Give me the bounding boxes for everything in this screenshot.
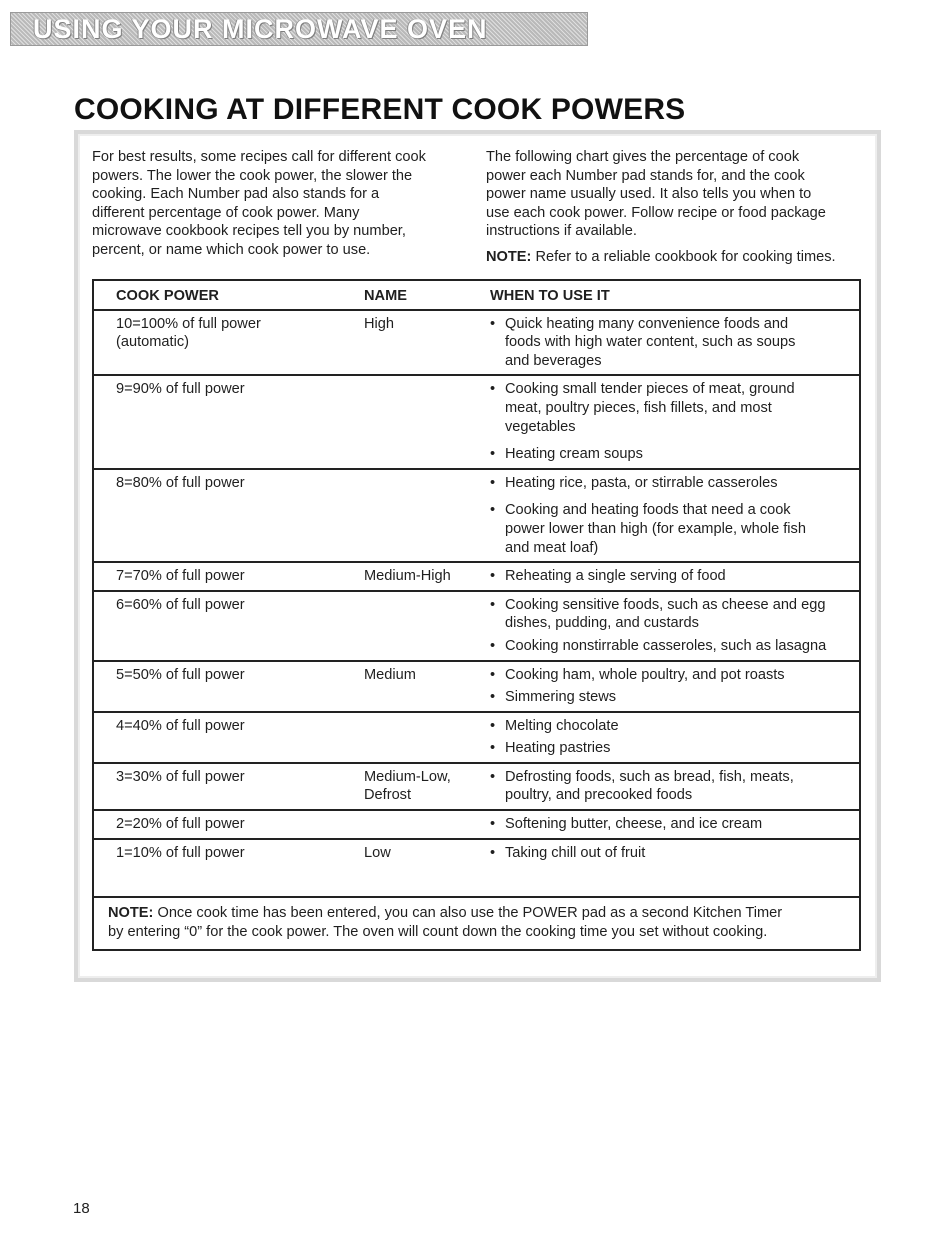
note-text-line: by entering “0” for the cook power. The oven will count down the cooking time you set without cooking. xyxy=(108,923,768,940)
use-text: • Cooking ham, whole poultry, and pot roasts xyxy=(505,666,785,683)
cook-power-cell xyxy=(93,591,364,661)
use-list-item xyxy=(490,739,859,758)
table-row xyxy=(93,375,860,468)
use-text: • Heating cream soups xyxy=(505,446,643,463)
use-list xyxy=(490,815,859,834)
use-list xyxy=(490,567,859,586)
cook-power-cell xyxy=(93,375,364,468)
cook-power-cell xyxy=(93,661,364,712)
when-to-use-cell xyxy=(490,310,860,376)
power-name-text: Low xyxy=(364,844,391,861)
section-banner xyxy=(10,12,588,46)
table-row xyxy=(93,562,860,591)
intro-right-column xyxy=(486,148,878,267)
cook-power-text: 6=60% of full power xyxy=(116,596,245,613)
cook-power-text: 4=40% of full power xyxy=(116,717,245,734)
use-list-item xyxy=(490,768,859,805)
table-note xyxy=(93,897,860,950)
use-list xyxy=(490,596,859,656)
use-text: • Softening butter, cheese, and ice cream xyxy=(505,816,763,833)
use-text: • Taking chill out of fruit xyxy=(505,844,646,861)
text-line: instructions if available. xyxy=(486,223,637,240)
table-row xyxy=(93,810,860,839)
use-list-item xyxy=(490,688,859,707)
intro-left-column xyxy=(92,148,472,260)
use-list xyxy=(490,380,859,463)
table-row xyxy=(93,661,860,712)
power-name-text: Medium xyxy=(364,666,416,683)
table-spacer-row xyxy=(93,866,860,897)
note-text: Refer to a reliable cookbook for cooking times. xyxy=(535,248,836,265)
when-to-use-cell xyxy=(490,591,860,661)
use-text: • Cooking and heating foods that need a cook xyxy=(505,502,791,519)
power-name-text: Medium-Low, xyxy=(364,768,451,785)
use-text: poultry, and precooked foods xyxy=(505,787,693,804)
spacer-cell xyxy=(93,866,860,897)
cook-power-text: 10=100% of full power xyxy=(116,315,261,332)
cook-power-cell xyxy=(93,469,364,562)
text-line: The following chart gives the percentage of cook xyxy=(486,149,800,165)
power-name-text: Medium-High xyxy=(364,568,451,585)
cook-power-text: 8=80% of full power xyxy=(116,474,245,491)
use-list-item xyxy=(490,474,859,493)
text-line: For best results, some recipes call for different cook xyxy=(92,149,426,165)
use-list-item xyxy=(490,445,859,464)
use-text: • Cooking small tender pieces of meat, ground xyxy=(505,381,795,398)
use-text: and meat loaf) xyxy=(505,539,599,556)
note-label: NOTE: xyxy=(486,248,532,265)
intro-right-paragraph xyxy=(486,148,878,241)
cook-power-text: 7=70% of full power xyxy=(116,568,245,585)
header-cook-power: COOK POWER xyxy=(93,280,364,310)
text-line: use each cook power. Follow recipe or food package xyxy=(486,204,826,221)
power-name-cell xyxy=(364,310,490,376)
use-list-item xyxy=(490,596,859,633)
cook-power-text: 3=30% of full power xyxy=(116,768,245,785)
power-name-cell xyxy=(364,591,490,661)
when-to-use-cell xyxy=(490,469,860,562)
use-list-item xyxy=(490,717,859,736)
use-list xyxy=(490,768,859,805)
use-text: vegetables xyxy=(505,418,576,435)
use-text: • Simmering stews xyxy=(505,689,617,706)
cook-power-cell xyxy=(93,763,364,810)
cook-power-cell xyxy=(93,810,364,839)
power-name-text: Defrost xyxy=(364,787,412,804)
when-to-use-cell xyxy=(490,712,860,763)
use-text: • Heating pastries xyxy=(505,740,611,757)
when-to-use-cell xyxy=(490,839,860,867)
when-to-use-cell xyxy=(490,562,860,591)
use-list-item xyxy=(490,637,859,656)
use-text: • Quick heating many convenience foods and xyxy=(505,315,789,332)
page-title: COOKING AT DIFFERENT COOK POWERS xyxy=(74,93,686,126)
text-line: power name usually used. It also tells you when to xyxy=(486,186,812,203)
power-name-cell xyxy=(364,712,490,763)
table-row xyxy=(93,310,860,376)
use-list xyxy=(490,844,859,863)
page-number: 18 xyxy=(73,1200,90,1217)
table-note-row xyxy=(93,897,860,950)
note-text-line: Once cook time has been entered, you can also use the POWER pad as a second Kitchen Timer xyxy=(157,905,783,922)
use-text: and beverages xyxy=(505,352,602,369)
use-list-item xyxy=(490,315,859,371)
intro-note xyxy=(486,248,878,267)
use-text: • Cooking sensitive foods, such as cheese and egg xyxy=(505,596,826,613)
use-list-item xyxy=(490,567,859,586)
text-line: percent, or name which cook power to use. xyxy=(92,241,371,258)
use-text: dishes, pudding, and custards xyxy=(505,615,699,632)
power-name-cell xyxy=(364,839,490,867)
text-line: power each Number pad stands for, and the cook xyxy=(486,167,805,184)
note-label: NOTE: xyxy=(108,905,154,922)
when-to-use-cell xyxy=(490,763,860,810)
text-line: cooking. Each Number pad also stands for a xyxy=(92,186,380,203)
use-list xyxy=(490,666,859,707)
use-list-item xyxy=(490,844,859,863)
header-when-to-use: WHEN TO USE IT xyxy=(490,280,860,310)
cook-power-text: (automatic) xyxy=(116,334,189,351)
section-banner-text: USING YOUR MICROWAVE OVEN xyxy=(33,14,488,44)
table-body xyxy=(93,310,860,951)
table-row xyxy=(93,469,860,562)
intro-left-paragraph xyxy=(92,148,472,260)
power-name-cell xyxy=(364,763,490,810)
cook-power-cell xyxy=(93,310,364,376)
power-name-text: High xyxy=(364,315,395,332)
cook-power-text: 1=10% of full power xyxy=(116,844,245,861)
use-text: power lower than high (for example, whole fish xyxy=(505,520,806,537)
table-row xyxy=(93,839,860,867)
use-text: • Cooking nonstirrable casseroles, such as lasagna xyxy=(505,637,827,654)
when-to-use-cell xyxy=(490,810,860,839)
text-line: different percentage of cook power. Many xyxy=(92,204,360,221)
table-row xyxy=(93,712,860,763)
use-text: • Reheating a single serving of food xyxy=(505,568,726,585)
cook-power-cell xyxy=(93,712,364,763)
cook-power-cell xyxy=(93,562,364,591)
use-list-item xyxy=(490,501,859,557)
table-header-row xyxy=(93,280,860,310)
cook-power-text: 9=90% of full power xyxy=(116,381,245,398)
text-line: microwave cookbook recipes tell you by number, xyxy=(92,223,406,240)
use-list xyxy=(490,717,859,758)
power-name-cell xyxy=(364,562,490,591)
power-name-cell xyxy=(364,469,490,562)
use-text: • Defrosting foods, such as bread, fish, meats, xyxy=(505,768,794,785)
use-list xyxy=(490,315,859,371)
cook-power-cell xyxy=(93,839,364,867)
use-text: meat, poultry pieces, fish fillets, and most xyxy=(505,399,772,416)
use-list-item xyxy=(490,380,859,436)
cook-power-table xyxy=(92,279,861,951)
power-name-cell xyxy=(364,810,490,839)
table-row xyxy=(93,591,860,661)
when-to-use-cell xyxy=(490,375,860,468)
header-name: NAME xyxy=(364,280,490,310)
text-line: powers. The lower the cook power, the slower the xyxy=(92,167,413,184)
cook-power-text: 5=50% of full power xyxy=(116,666,245,683)
use-list xyxy=(490,474,859,557)
use-list-item xyxy=(490,815,859,834)
use-text: • Melting chocolate xyxy=(505,717,619,734)
cook-power-text: 2=20% of full power xyxy=(116,816,245,833)
use-text: foods with high water content, such as soups xyxy=(505,334,796,351)
use-text: • Heating rice, pasta, or stirrable casseroles xyxy=(505,474,778,491)
when-to-use-cell xyxy=(490,661,860,712)
use-list-item xyxy=(490,666,859,685)
table-row xyxy=(93,763,860,810)
power-name-cell xyxy=(364,375,490,468)
power-name-cell xyxy=(364,661,490,712)
